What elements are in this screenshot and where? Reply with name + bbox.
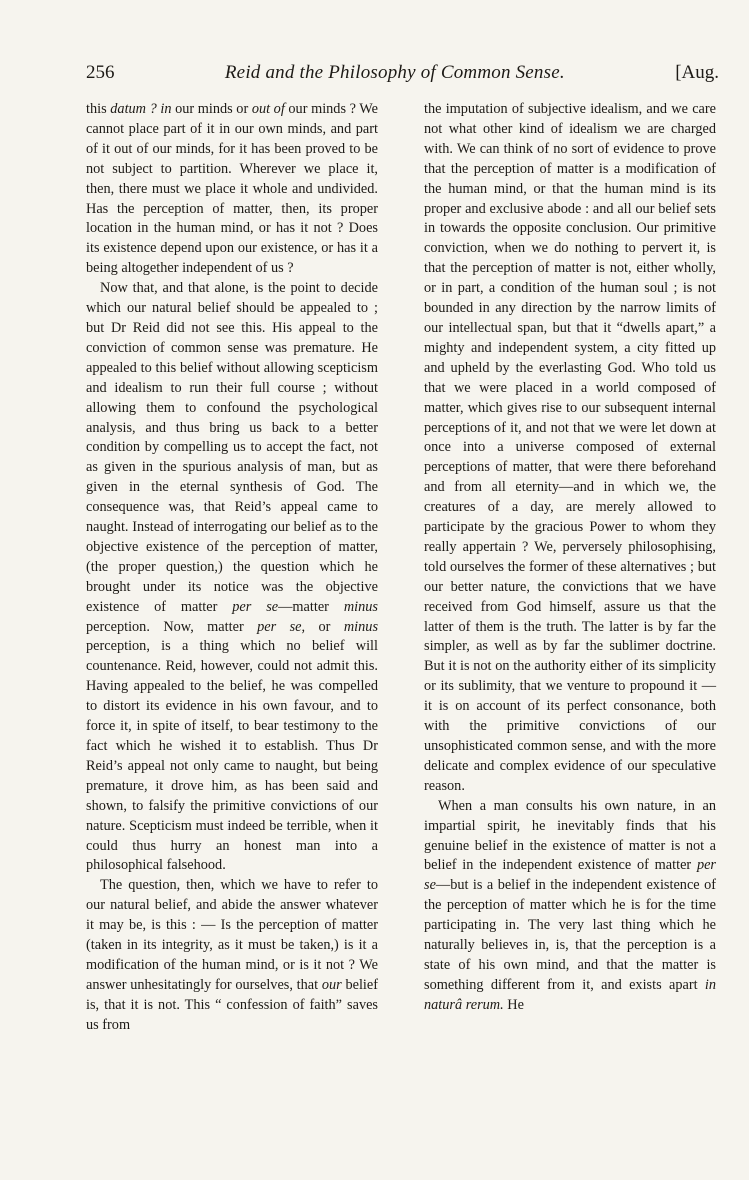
paragraph: Now that, and that alone, is the point to decide which our natural belief should be appealed to ; but Dr Reid did not see this. His appeal to the conviction of common sense was premature. He appealed to this belief without allowing scepticism and idealism to run their full course ; without allowing them to confound the psychological analysis, and thus bring us back to a better condition by compelling us to accept the fact, not as given in the spurious analysis of man, but as given in the eternal synthesis of God. The consequence was, that Reid’s appeal came to naught. Instead of interrogating our belief as to the objective existence of the perception of matter, (the proper question,) the question which he brought under its notice was the objective existence of matter per se—matter minus perception. Now, matter per se, or minus perception, is a thing which no belief will countenance. Reid, however, could not admit this. Having appealed to the belief, he was compelled to distort its evidence in his own favour, and to force it, in spite of itself, to bear testimony to the fact which he wished it to establish. Thus Dr Reid’s appeal not only came to naught, but being premature, it drove him, as has been said and shown, to falsify the primitive convictions of our nature. Scepticism must indeed be terrible, when it could thus hurry an honest man into a philosophical falsehood. xyxy=(86,280,379,874)
paragraph: the imputation of subjective idealism, and we care not what other kind of idealism we are charged with. We can think of no sort of evidence to prove that the perception of matter is a modification of the human mind, or that the human mind is its proper and exclusive abode : and all our belief sets in towards the opposite conclusion. Our primitive conviction, when we do nothing to pervert it, is that the perception of matter is not, either wholly, or in part, a condition of the human soul ; is not bounded in any direction by the narrow limits of our intellectual span, but that it “dwells apart,” a mighty and independent system, a city fitted up and upheld by the everlasting God. Who told us that we were placed in a world composed of matter, which gives rise to our subsequent internal perceptions of it, and not that we were let down at once into a universe composed of external perceptions of matter, that were there beforehand and from all eternity—and in which we, the creatures of a day, are merely allowed to participate by the gracious Power to whom they really appertain ? We, perversely philosophising, told ourselves the former of these alternatives ; but our better nature, the convictions that we have received from God himself, assure us that the latter of them is the truth. The latter is by far the simpler, as well as by far the sublimer doctrine. But it is not on the authority either of its simplicity or its sublimity, that we venture to propound it — it is on account of its perfect consonance, both with the primitive convictions of our unsophisticated common sense, and with the more delicate and complex evidence of our speculative reason. xyxy=(424,101,716,794)
italic-phrase: datum ? in xyxy=(110,101,172,117)
right-column xyxy=(424,100,716,1160)
italic-phrase: out of xyxy=(251,101,285,117)
italic-phrase: per se, xyxy=(257,618,306,635)
running-head xyxy=(86,62,719,92)
paragraph: this datum ? in our minds or out of our minds ? We cannot place part of it in our own minds, and part of it out of our minds, for it has been proved to be not subject to partition. Wherever we place it, then, there must we place it whole and undivided. Has the perception of matter, then, its proper location in the human mind, or has it not ? Does its existence depend upon our existence, or has it a being altogether independent of us ? xyxy=(86,101,379,277)
issue-month: [Aug. xyxy=(675,62,719,83)
paragraph: The question, then, which we have to refer to our natural belief, and abide the answer whatever it may be, is this : — Is the perception of matter (taken in its integrity, as it must be taken,) is it a modification of the human mind, or is it not ? We answer unhesitatingly for ourselves, that our belief is, that it is not. This “ confession of faith” saves us from xyxy=(86,877,378,1033)
italic-phrase: our xyxy=(321,976,342,993)
italic-phrase: per se xyxy=(424,857,716,894)
running-title: Reid and the Philosophy of Common Sense. xyxy=(224,62,565,83)
italic-phrase: minus xyxy=(343,598,378,615)
page-number: 256 xyxy=(86,62,115,83)
italic-phrase: per se xyxy=(232,598,279,615)
italic-phrase: in naturâ rerum. xyxy=(424,976,716,1013)
text-columns xyxy=(86,100,716,1160)
paragraph: When a man consults his own nature, in an impartial spirit, he inevitably finds that his genuine belief in the existence of matter is not a belief in the independent existence of matter per se—but is a belief in the independent existence of the perception of matter which he is for the time participating in. The very last thing which he naturally believes in, is, that the perception is a state of his own mind, and that the matter is something different from it, and exists apart in naturâ rerum. He xyxy=(424,797,716,1013)
italic-phrase: minus xyxy=(343,618,379,635)
left-column xyxy=(86,100,378,1160)
